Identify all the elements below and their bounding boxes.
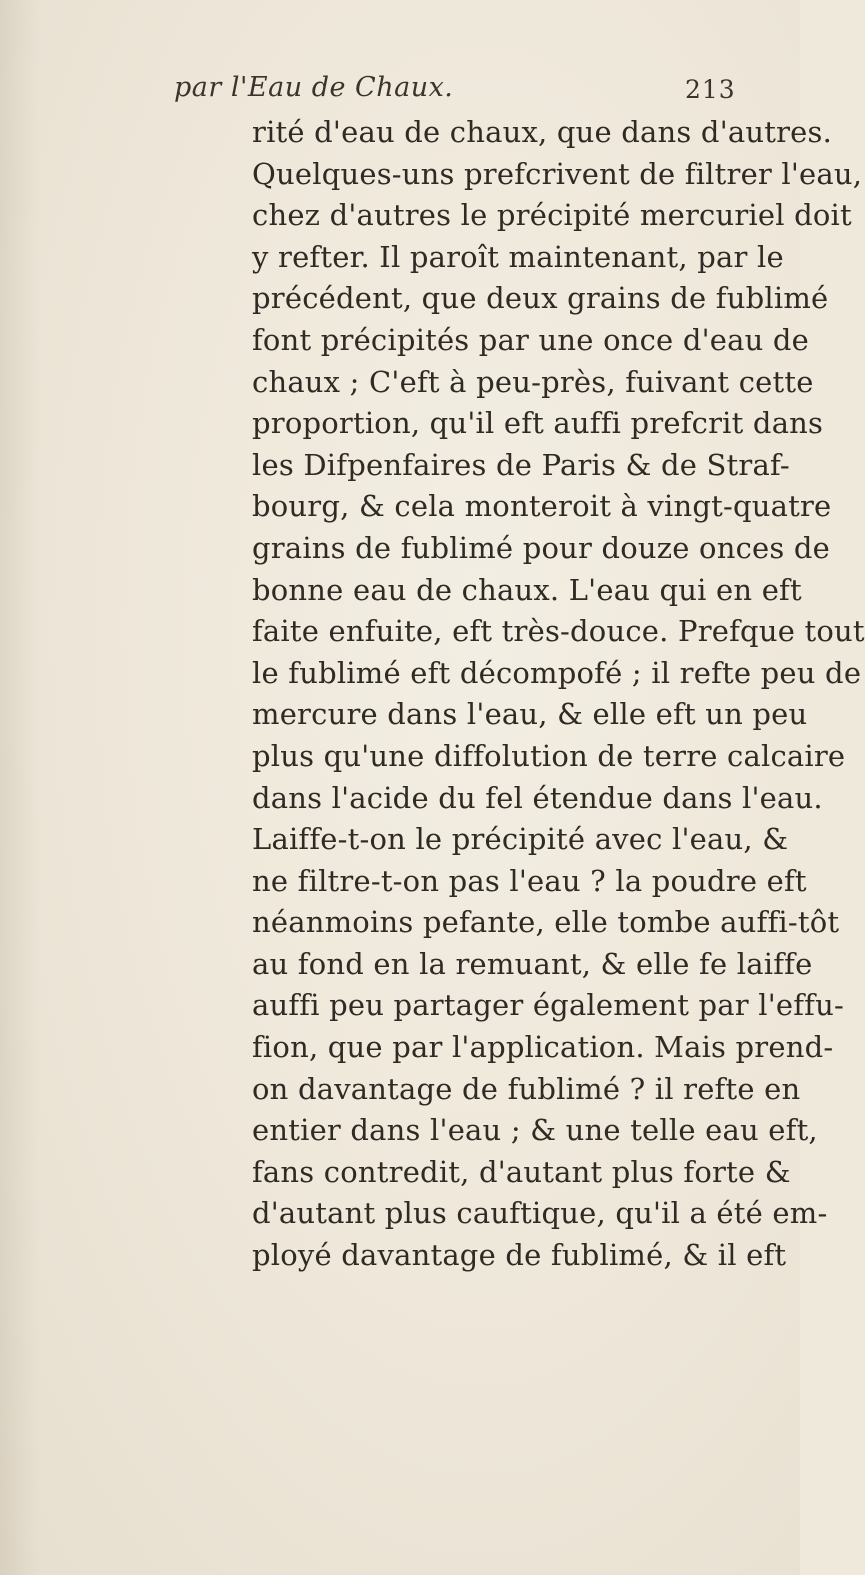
- text-line: précédent, que deux grains de fublimé: [252, 281, 829, 316]
- text-line: néanmoins pefante, elle tombe auffi-tôt: [252, 905, 840, 940]
- text-line: Quelques-uns prefcrivent de filtrer l'eau,: [252, 156, 863, 191]
- text-line: entier dans l'eau ; & une telle eau eft,: [252, 1113, 818, 1148]
- page-number: 213: [685, 75, 736, 104]
- text-line: rité d'eau de chaux, que dans d'autres.: [252, 115, 833, 149]
- text-line: ployé davantage de fublimé, & il eft: [252, 1238, 787, 1273]
- text-line: grains de fublimé pour douze onces de: [252, 530, 831, 565]
- text-line: auffi peu partager également par l'effu-: [252, 988, 844, 1023]
- text-line: proportion, qu'il eft auffi prefcrit dans: [252, 406, 824, 441]
- text-line: chaux ; C'eft à peu-près, fuivant cette: [252, 364, 814, 399]
- text-line: fion, que par l'application. Mais prend-: [252, 1030, 834, 1065]
- text-line: bonne eau de chaux. L'eau qui en eft: [252, 572, 802, 607]
- text-line: chez d'autres le précipité mercuriel doit: [252, 198, 852, 233]
- text-line: font précipités par une once d'eau de: [252, 322, 810, 357]
- text-line: dans l'acide du fel étendue dans l'eau.: [252, 780, 823, 815]
- text-line: fans contredit, d'autant plus forte &: [252, 1154, 791, 1189]
- text-line: on davantage de fublimé ? il refte en: [252, 1071, 801, 1106]
- text-line: bourg, & cela monteroit à vingt-quatre: [252, 489, 832, 524]
- text-line: les Difpenfaires de Paris & de Straf-: [252, 447, 790, 482]
- text-line: faite enfuite, eft très-douce. Prefque tout: [252, 614, 865, 649]
- text-line: ne filtre-t-on pas l'eau ? la poudre eft: [252, 863, 807, 898]
- text-line: y refter. Il paroît maintenant, par le: [252, 239, 784, 274]
- text-line: d'autant plus cauftique, qu'il a été em-: [252, 1196, 828, 1231]
- text-line: plus qu'une diffolution de terre calcaire: [252, 738, 846, 773]
- body-text: [252, 112, 865, 1277]
- text-line: mercure dans l'eau, & elle eft un peu: [252, 697, 808, 732]
- text-line: le fublimé eft décompofé ; il refte peu de: [252, 655, 862, 690]
- text-line: au fond en la remuant, & elle fe laiffe: [252, 946, 813, 981]
- running-head: par l'Eau de Chaux.: [174, 72, 454, 103]
- gutter-shadow: [0, 0, 40, 1575]
- text-line: Laiffe-t-on le précipité avec l'eau, &: [252, 822, 789, 857]
